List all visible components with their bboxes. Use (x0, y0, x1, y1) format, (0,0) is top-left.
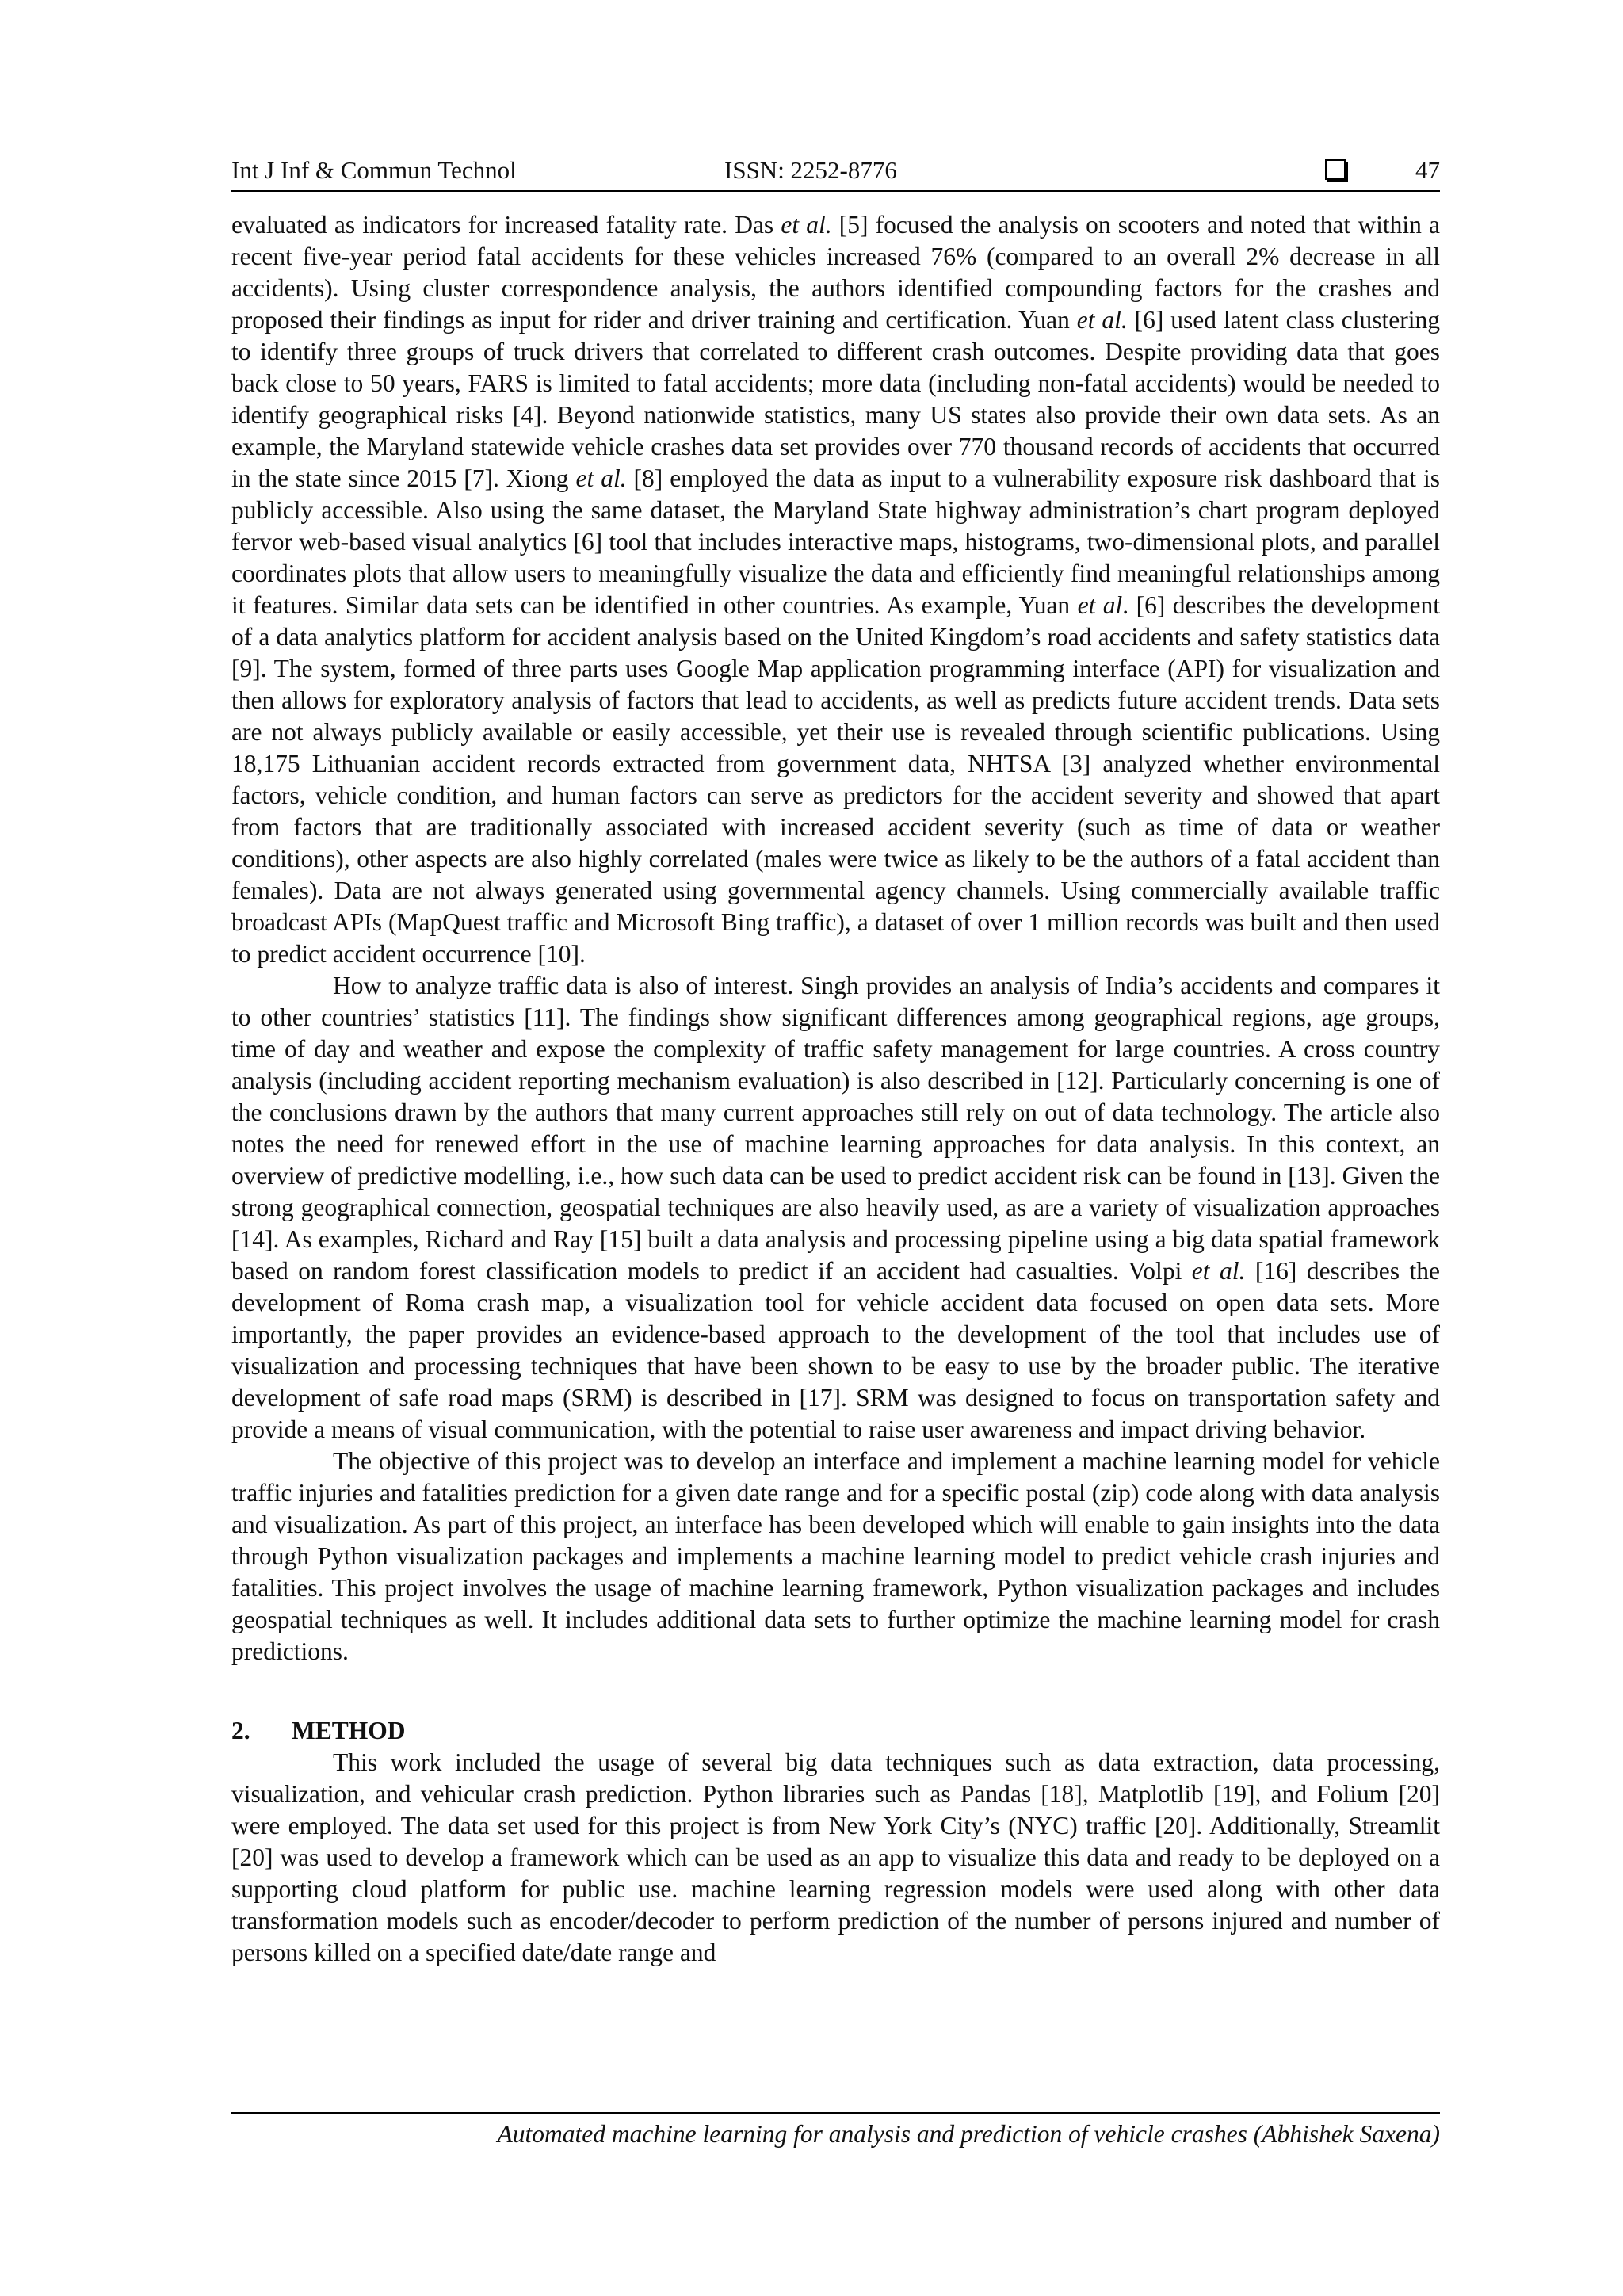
intro-paragraphs (231, 209, 1440, 1668)
page (231, 151, 1440, 1969)
text-run: The objective of this project was to develop an interface and implement a machine learning model for vehicle traffic injuries and fatalities prediction for a given date range and for a specific postal (zip) code along with data analysis and visualization. As part of this project, an interface has been developed which will enable to gain insights into the data through Python visualization packages and implements a machine learning model to predict vehicle crash injuries and fatalities. This project involves the usage of machine learning framework, Python visualization packages and includes geospatial techniques as well. It includes additional data sets to further optimize the machine learning model for crash predictions. (231, 1447, 1440, 1665)
box-icon (1325, 159, 1346, 180)
text-run: [16] describes the development of Roma crash map, a visualization tool for vehicle accident data focused on open data sets. More importantly, the paper provides an evidence-based approach to the development of the tool that includes use of visualization and processing techniques that have been shown to be easy to use by the broader public. The iterative development of safe road maps (SRM) is described in [17]. SRM was designed to focus on transportation safety and provide a means of visual communication, with the potential to raise user awareness and impact driving behavior. (231, 1257, 1440, 1443)
footer-title: Automated machine learning for analysis and prediction of vehicle crashes (Abhishek Saxena) (497, 2120, 1440, 2148)
method-paragraph: This work included the usage of several big data techniques such as data extraction, data processing, visualization, and vehicular crash prediction. Python libraries such as Pandas [18], Matplotlib [19], and Folium [20] were employed. The data set used for this project is from New York City’s (NYC) traffic [20]. Additionally, Streamlit [20] was used to develop a framework which can be used as an app to visualize this data and ready to be deployed on a supporting cloud platform for public use. machine learning regression models were used along with other data transformation models such as encoder/decoder to perform prediction of the number of persons injured and number of persons killed on a specified date/date range and (231, 1748, 1440, 1966)
section-number: 2. (231, 1717, 250, 1744)
text-run: [6] used latent class clustering to identify three groups of truck drivers that correlated to different crash outcomes. Despite providing data that goes back close to 50 years, FARS is limited to fatal accidents; more data (including non-fatal accidents) would be needed to identify geographical risks [4]. Beyond nationwide statistics, many US states also provide their own data sets. As an example, the Maryland statewide vehicle crashes data set provides over 770 thousand records of accidents that occurred in the state since 2015 [7]. Xiong (231, 306, 1440, 492)
running-footer (231, 2112, 1440, 2150)
journal-name: Int J Inf & Commun Technol (231, 156, 517, 184)
paragraph (231, 970, 1440, 1446)
page-number: 47 (1415, 156, 1440, 184)
section-title: METHOD (292, 1717, 406, 1744)
body-text (231, 209, 1440, 1969)
italic-run: et al. (1191, 1257, 1246, 1285)
italic-run: et al (1077, 591, 1123, 619)
italic-run: et al. (575, 464, 627, 492)
text-run: . [6] describes the development of a data analytics platform for accident analysis based on the United Kingdom’s road accidents and safety statistics data [9]. The system, formed of three parts uses Google Map application programming interface (API) for visualization and then allows for exploratory analysis of factors that lead to accidents, as well as predicts future accident trends. Data sets are not always publicly available or easily accessible, yet their use is revealed through scientific publications. Using 18,175 Lithuanian accident records extracted from government data, NHTSA [3] analyzed whether environmental factors, vehicle condition, and human factors can serve as predictors for the accident severity and showed that apart from factors that are traditionally associated with increased accident severity (such as time of data or weather conditions), other aspects are also highly correlated (males were twice as likely to be the authors of a fatal accident than females). Data are not always generated using governmental agency channels. Using commercially available traffic broadcast APIs (MapQuest traffic and Microsoft Bing traffic), a dataset of over 1 million records was built and then used to predict accident occurrence [10]. (231, 591, 1440, 968)
paragraph (231, 1446, 1440, 1668)
issn: ISSN: 2252-8776 (724, 156, 897, 184)
running-header (231, 151, 1440, 192)
section-heading (231, 1715, 1440, 1747)
italic-run: et al. (1076, 306, 1128, 334)
italic-run: et al. (781, 211, 832, 239)
paragraph (231, 209, 1440, 970)
text-run: How to analyze traffic data is also of interest. Singh provides an analysis of India’s accidents and compares it to other countries’ statistics [11]. The findings show significant differences among geographical regions, age groups, time of day and weather and expose the complexity of traffic safety management for large countries. A cross country analysis (including accident reporting mechanism evaluation) is also described in [12]. Particularly concerning is one of the conclusions drawn by the authors that many current approaches still rely on out of data technology. The article also notes the need for renewed effort in the use of machine learning approaches for data analysis. In this context, an overview of predictive modelling, i.e., how such data can be used to predict accident risk can be found in [13]. Given the strong geographical connection, geospatial techniques are also heavily used, as are a variety of visualization approaches [14]. As examples, Richard and Ray [15] built a data analysis and processing pipeline using a big data spatial framework based on random forest classification models to predict if an accident had casualties. Volpi (231, 972, 1440, 1285)
text-run: [8] employed the data as input to a vulnerability exposure risk dashboard that is publicly accessible. Also using the same dataset, the Maryland State highway administration’s chart program deployed fervor web-based visual analytics [6] tool that includes interactive maps, histograms, two-dimensional plots, and parallel coordinates plots that allow users to meaningfully visualize the data and efficiently find meaningful relationships among it features. Similar data sets can be identified in other countries. As example, Yuan (231, 464, 1440, 619)
text-run: evaluated as indicators for increased fatality rate. Das (231, 211, 781, 239)
text-run: [5] focused the analysis on scooters and noted that within a recent five-year period fatal accidents for these vehicles increased 76% (compared to an overall 2% decrease in all accidents). Using cluster correspondence analysis, the authors identified compounding factors for the crashes and proposed their findings as input for rider and driver training and certification. Yuan (231, 211, 1440, 334)
